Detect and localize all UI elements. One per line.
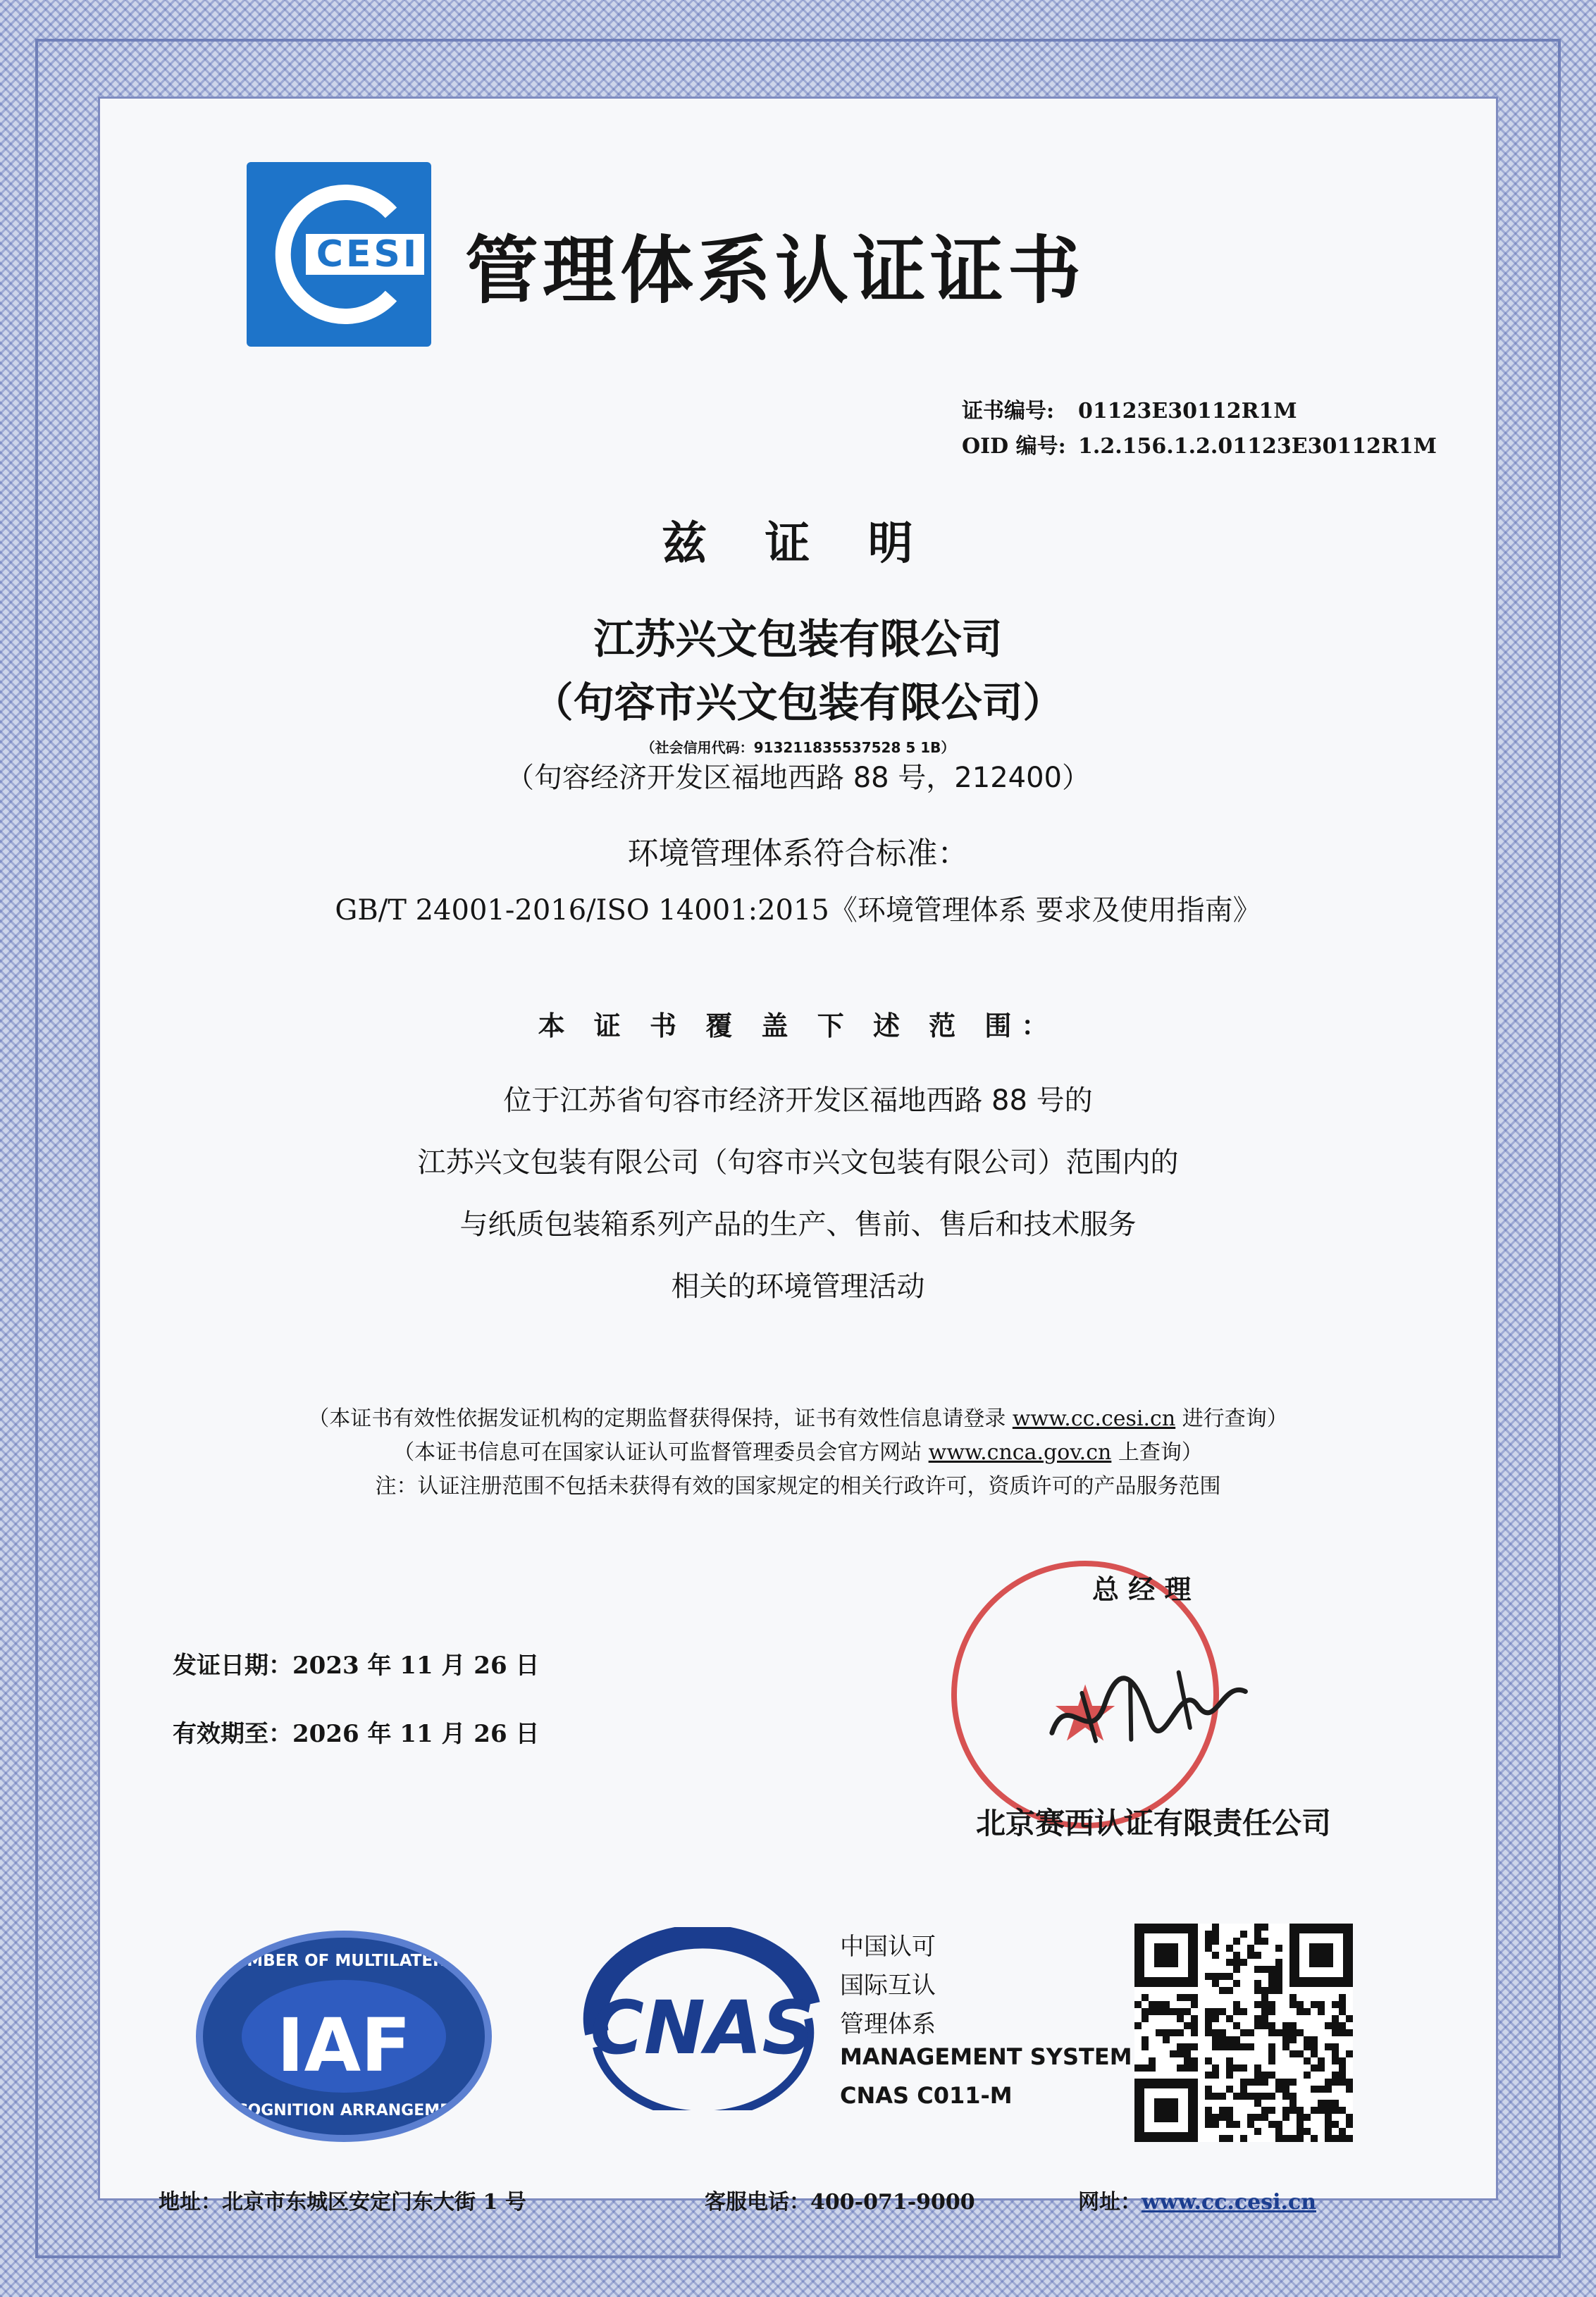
footer-phone-value: 400-071-9000 (810, 2190, 975, 2215)
cnas-logo (576, 1927, 829, 2110)
scope-line: 与纸质包装箱系列产品的生产、售前、售后和技术服务 (459, 1208, 1137, 1241)
issue-date (173, 1646, 539, 1680)
organization-name: 江苏兴文包装有限公司 (593, 615, 1003, 663)
cnca-link[interactable]: www.cnca.gov.cn (928, 1440, 1112, 1465)
issue-date-value: 2023 年 11 月 26 日 (292, 1652, 540, 1680)
scope-line: 位于江苏省句容市经济开发区福地西路 88 号的 (503, 1084, 1093, 1117)
note-text: 进行查询） (1175, 1406, 1288, 1431)
scope-exclusion-note (0, 1468, 1596, 1499)
issue-date-label: 发证日期： (173, 1652, 292, 1680)
footer-web-link[interactable]: www.cc.cesi.cn (1142, 2190, 1317, 2215)
oid-number (962, 428, 1437, 459)
certificate-number-value: 01123E30112R1M (1078, 399, 1297, 423)
standard-heading: 环境管理体系符合标准： (627, 836, 969, 872)
cnas-line: CNAS C011-M (840, 2082, 1013, 2109)
note-text: （本证书有效性依据发证机构的定期监督获得保持，证书有效性信息请登录 (308, 1406, 1013, 1431)
footer-phone-label: 客服电话： (705, 2190, 810, 2215)
cesi-logo (247, 162, 431, 347)
cnas-line: 国际互认 (840, 1971, 936, 2000)
qr-code-icon (1134, 1924, 1353, 2142)
issuing-company: 北京赛西认证有限责任公司 (976, 1806, 1332, 1840)
cnas-line: MANAGEMENT SYSTEM (840, 2043, 1132, 2070)
note-text: 注：认证注册范围不包括未获得有效的国家规定的相关行政许可，资质许可的产品服务范围 (375, 1474, 1221, 1499)
seal-star-icon: ★ (1050, 1668, 1120, 1759)
oid-label: OID 编号: (962, 434, 1066, 459)
iaf-ring-bottom: RECOGNITION ARRANGEMENT (214, 2102, 474, 2119)
iaf-logo (196, 1931, 492, 2142)
logo-label: CESI (316, 233, 420, 275)
logo-text (311, 234, 424, 275)
footer-address-label: 地址： (159, 2190, 222, 2215)
organization-alt-name: （句容市兴文包装有限公司） (532, 679, 1064, 726)
footer-web-label: 网址： (1078, 2190, 1142, 2215)
scope-line: 相关的环境管理活动 (671, 1270, 925, 1303)
expiry-date (173, 1714, 539, 1749)
certificate-number-label: 证书编号: (962, 399, 1055, 423)
expiry-date-label: 有效期至： (173, 1720, 292, 1748)
footer-address (159, 2184, 526, 2215)
organization-address: （句容经济开发区福地西路 88 号，212400） (505, 762, 1091, 794)
scope-heading: 本 证 书 覆 盖 下 述 范 围： (538, 1010, 1058, 1041)
cesi-link[interactable]: www.cc.cesi.cn (1012, 1406, 1176, 1431)
cnas-logo-text: CNAS (590, 1985, 815, 2071)
scope-line: 江苏兴文包装有限公司（句容市兴文包装有限公司）范围内的 (417, 1146, 1179, 1179)
qr-code[interactable] (1134, 1924, 1353, 2142)
footer-website (1078, 2184, 1316, 2215)
expiry-date-value: 2026 年 11 月 26 日 (292, 1720, 540, 1748)
iaf-ring-top: MEMBER OF MULTILATERAL (219, 1952, 469, 1970)
note-text: （本证书信息可在国家认证认可监督管理委员会官方网站 (393, 1440, 929, 1465)
certificate-title: 管理体系认证证书 (465, 228, 1086, 314)
footer-phone (705, 2184, 975, 2215)
cnca-note (0, 1435, 1596, 1466)
note-text: 上查询） (1111, 1440, 1203, 1465)
footer-address-value: 北京市东城区安定门东大街 1 号 (222, 2190, 526, 2215)
general-manager-label: 总 经 理 (1092, 1574, 1192, 1605)
iaf-center-text: IAF (276, 2002, 412, 2088)
oid-value: 1.2.156.1.2.01123E30112R1M (1078, 434, 1437, 459)
certificate-number (962, 393, 1297, 424)
cnas-line: 中国认可 (840, 1933, 936, 1961)
credit-code: （社会信用代码：913211835537528 5 1B） (641, 739, 955, 756)
certify-heading: 兹 证 明 (662, 518, 934, 570)
standard-value: GB/T 24001-2016/ISO 14001:2015《环境管理体系 要求及使用指南》 (335, 894, 1261, 927)
cnas-line: 管理体系 (840, 2010, 936, 2038)
validity-note (0, 1401, 1596, 1432)
